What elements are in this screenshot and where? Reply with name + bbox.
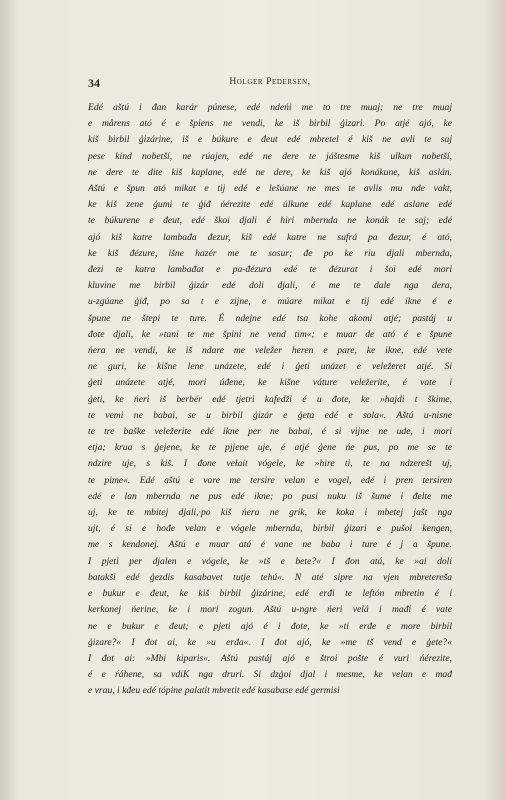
text-line: Aštú e špun ató mikat e tij edé e lešúane ne mes te avlis mu nde vakt, (88, 183, 452, 195)
body-text (88, 100, 452, 700)
text-line: ajó kiš katre lambađa đezur, kiš edé katre ne sufrá pa đezur, é ató, (88, 231, 452, 243)
page-number: 34 (88, 76, 100, 90)
text-line: te pime«. Edé aštú e vare me tersire velan e vogel, edé i pren tersiren (88, 474, 452, 486)
text-line: pese kind nobetší, ne rúajen, edé ne dere te jáštesme kiš ulkun nobetší, (88, 150, 452, 162)
text-line: uj, ke te mbitej djali,·po kiš ńera ne grik, ke koka i mbetej jašt nga (88, 507, 452, 519)
text-line: e mårens ató é e špiens ne vendi, ke iš birbil ģizari. Po atjé ajó, ke (88, 118, 452, 130)
text-line: ńera ne vendi, ke iš ndare me veležer heren e pare, ke ikne, edé vete (88, 345, 452, 357)
text-line: te tre baške veležerite edé ikne per ne babai, é si vijne ne udе, i mori (88, 426, 452, 438)
text-line: kerkonej ńerine, ke i mori zogun. Aštú u-ngre ńeri velá i mađi é vate (88, 604, 452, 616)
text-line: ne dere te dite kiš kaplane, edé ne dere, ke kiš ajó konákune, kiš aslán. (88, 166, 452, 178)
text-line: te búkurene e đeut, edé škoi djali é hiri mbernda ne konák te saj; edé (88, 215, 452, 227)
text-line: kiš birbil ģizárine, iš e búkure e đeut edé mbretel é kiš ne avli te saj (88, 134, 452, 146)
text-line: ģeti, ke ńeri iš berbér edé tjetri kafedži é u đote, ke »hajdi t škime, (88, 393, 452, 405)
text-line: ke kiš zene ģumi te ģiđ ńérezite edé úlkune edé kaplane edé aslane edé (88, 199, 452, 211)
text-line: I pjeti per djalen e vógele, ke »tš e bete?« I đon atá, ke »ai doli (88, 555, 452, 567)
text-line: kluvine me birbil ģizár edé doli djali, é me te dale nga dera, (88, 280, 452, 292)
text-line: te vemi ne babai, se u birbil ģizár e ģeta edé e sola«. Aštú u-nisne (88, 409, 452, 421)
text-line: etja; krua s ģejene, ke te pjjene uje, é atjé ģene ńe pus, po me se te (88, 442, 452, 454)
text-line: đezi te katra lambađat e pa-đézura edé te đézurat i šoi edé mori (88, 264, 452, 276)
text-line: u-zgúane ģiđ, po sa t e zijne, e múarе mikat e tij edé ikne é e (88, 296, 452, 308)
text-line: đote djali, ke »tani te me špini ne vend tim«; e muar de ató é e špune (88, 328, 452, 340)
running-head: Holger Pedersen, (229, 77, 311, 87)
text-line: me s kendonej. Aštú e muar atá é vane ne baba i ture é j a špune. (88, 539, 452, 551)
text-line: I đot ai: »Mbi kiparis«. Aštú pastáj ajó e štroi pošte é vuri ńérezite, (88, 652, 452, 664)
text-line: špune ne štepi te ture. É ndejne edé tsa kohe akomi atjé; pastáj u (88, 312, 452, 324)
text-line: ujt, é si e hođe velan e vógele mbernda, birbil ģizari e pušoi kengen, (88, 523, 452, 535)
text-line: ģeti unázete atjé, mori úđene, ke kišne váture veležerite, é vate i (88, 377, 452, 389)
text-line: edé e lan mbernda ne pus edé ikne; po pusi nuku iš šume i đelte me (88, 490, 452, 502)
page-header (88, 76, 452, 92)
text-line: Edé aštú i đan karár púnese, edé ndeńi me to tre muaj; ne tre muaj (88, 102, 452, 113)
text-line: ndzire uje, s kiš. I đone vełait vógele, ke »hire ti, te na ndzerešt uj, (88, 458, 452, 470)
text-line: ģizare?« I đot ai, ke »u erđa«. I đot ajó, ke »me tš vend e ģete?« (88, 636, 452, 648)
text-line: e vrau, i kđeu edé tópine palatit mbretit edé kasabase edé germisi (88, 685, 340, 697)
text-line: ke kiš đézure, išne hazér me te sosur; đe po ke riu djali mbernda, (88, 247, 452, 259)
text-line: e bukur e đeut, ke kiš birbil ģizárine, edé erđi te leftón mbretin é i (88, 588, 452, 600)
text-line: ne guri, ke kišne lene unázete, edé i ģeti unázet e veležeret atjé. Si (88, 361, 452, 373)
text-line: ne e bukur e đeut; e pjeti ajó é i đote, ke »ti erđe e more birbil (88, 620, 452, 632)
text-line: é e ŕáhene, sa vdiK nga druri. Si dzģoi djal i mesme, ke velan e mađ (88, 669, 452, 681)
text-line: batakši edé ģezdis kasabavet tutje tehú«. N até sipre na vjen mbretereša (88, 571, 452, 583)
